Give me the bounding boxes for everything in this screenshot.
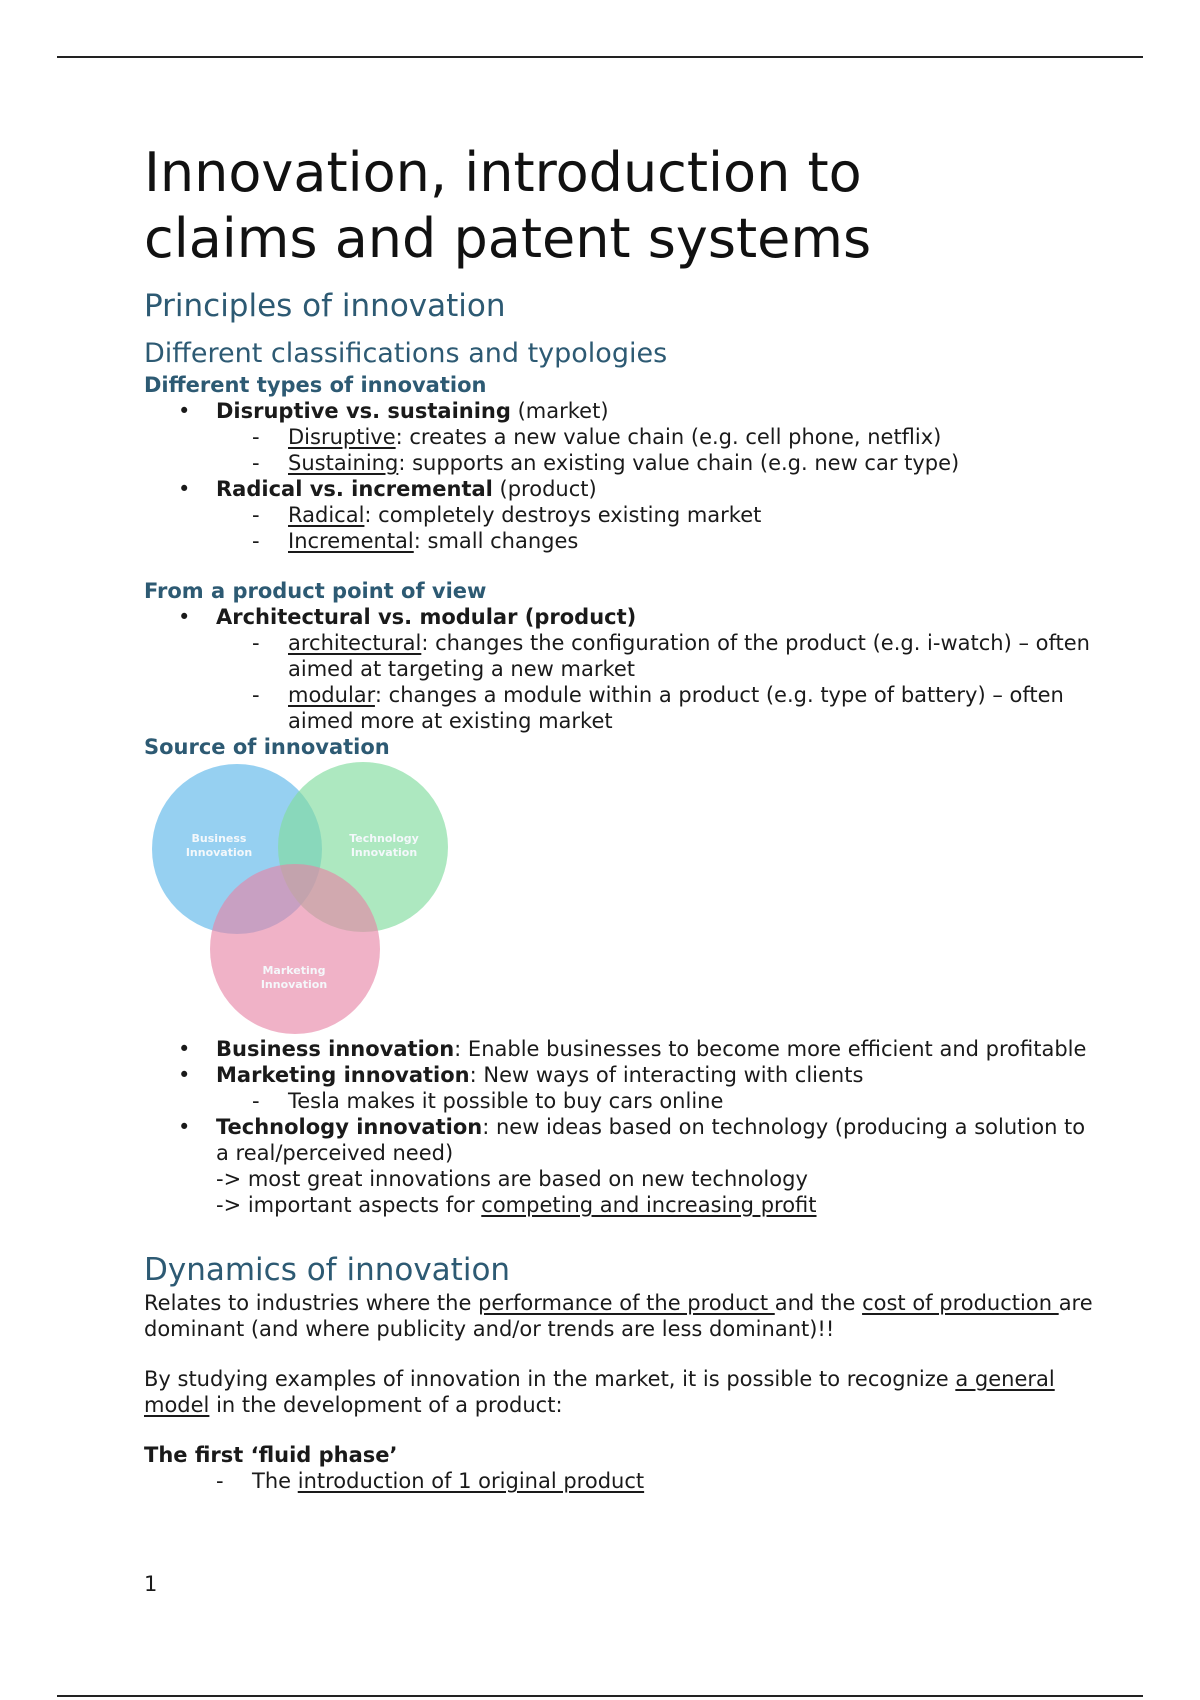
underlined-run: performance of the product <box>478 1291 775 1315</box>
list-item <box>180 1468 1104 1494</box>
fluid-phase-heading: The first ‘fluid phase’ <box>144 1443 398 1467</box>
marketing-label: Marketing Innovation <box>260 964 328 991</box>
text-run: Relates to industries where the <box>144 1291 479 1315</box>
fluid-underline: introduction of 1 original product <box>297 1469 645 1493</box>
definition: : small changes <box>413 529 579 553</box>
architectural-bold: Architectural vs. modular (product) <box>216 605 637 629</box>
marketing-bold: Marketing innovation <box>216 1063 470 1087</box>
page-number: 1 <box>144 1572 158 1596</box>
title-line-1: Innovation, introduction to <box>144 141 862 204</box>
fluid-list <box>180 1468 1104 1494</box>
title-line-2: claims and patent systems <box>144 207 872 270</box>
technology-line-3 <box>216 1192 1104 1218</box>
document-body <box>144 140 1104 1494</box>
types-list <box>144 398 1104 554</box>
principles-heading: Principles of innovation <box>144 288 506 324</box>
definition: : supports an existing value chain (e.g. new car type) <box>398 451 960 475</box>
business-label: Business Innovation <box>185 832 253 859</box>
document-title <box>144 140 1104 272</box>
term: Incremental <box>288 529 414 553</box>
business-rest: : Enable businesses to become more efficient and profitable <box>454 1037 1087 1061</box>
disruptive-sublist <box>216 424 1104 476</box>
list-item <box>216 682 1104 734</box>
text-run: in the development of a product: <box>209 1393 563 1417</box>
source-list <box>144 1036 1104 1218</box>
list-item <box>216 424 1104 450</box>
radical-bold: Radical vs. incremental <box>216 477 493 501</box>
radical-sublist <box>216 502 1104 554</box>
architectural-sublist <box>216 630 1104 734</box>
list-item <box>144 398 1104 476</box>
top-rule <box>57 56 1143 58</box>
list-item: - Tesla makes it possible to buy cars online <box>216 1088 1104 1114</box>
definition: : changes a module within a product (e.g. type of battery) – often aimed more at existing market <box>288 683 1064 733</box>
text-run: are dominant (and where publicity and/or trends are less dominant)!! <box>144 1291 1093 1341</box>
technology-rest: : new ideas based on technology (producing a solution to a real/perceived need) <box>216 1115 1086 1165</box>
list-item <box>144 1114 1104 1218</box>
technology-line-2: -> most great innovations are based on new technology <box>216 1167 808 1191</box>
term: Sustaining <box>288 451 399 475</box>
term: Radical <box>288 503 365 527</box>
list-item <box>216 450 1104 476</box>
spacer <box>144 554 1104 578</box>
text-run: By studying examples of innovation in the market, it is possible to recognize <box>144 1367 956 1391</box>
product-list <box>144 604 1104 734</box>
product-heading: From a product point of view <box>144 579 487 603</box>
radical-rest: (product) <box>492 477 597 501</box>
dynamics-heading: Dynamics of innovation <box>144 1252 511 1288</box>
definition: : changes the configuration of the product (e.g. i-watch) – often aimed at targeting a new market <box>288 631 1090 681</box>
venn-diagram <box>152 764 472 1034</box>
underlined-run: cost of production <box>862 1291 1059 1315</box>
technology-line-3-underline: competing and increasing profit <box>481 1193 817 1217</box>
term: architectural <box>288 631 422 655</box>
marketing-sublist <box>216 1088 1104 1114</box>
list-item <box>216 528 1104 554</box>
list-item <box>144 604 1104 734</box>
dynamics-paragraph-2 <box>144 1366 1104 1418</box>
list-item <box>144 1062 1104 1114</box>
disruptive-bold: Disruptive vs. sustaining <box>216 399 511 423</box>
spacer <box>144 1342 1104 1366</box>
marketing-circle <box>210 864 380 1034</box>
underlined-run: a general model <box>144 1367 1055 1417</box>
disruptive-rest: (market) <box>510 399 609 423</box>
definition: : completely destroys existing market <box>364 503 762 527</box>
text-run: and the <box>774 1291 863 1315</box>
dynamics-paragraph-1 <box>144 1290 1104 1342</box>
technology-label: Technology Innovation <box>349 832 419 859</box>
types-heading: Different types of innovation <box>144 373 487 397</box>
source-heading: Source of innovation <box>144 735 390 759</box>
classifications-heading: Different classifications and typologies <box>144 338 668 369</box>
list-item <box>216 502 1104 528</box>
spacer <box>144 1418 1104 1442</box>
list-item <box>144 1036 1104 1062</box>
marketing-rest: : New ways of interacting with clients <box>469 1063 864 1087</box>
definition: : creates a new value chain (e.g. cell phone, netflix) <box>395 425 942 449</box>
list-item <box>144 476 1104 554</box>
bottom-rule <box>57 1695 1143 1697</box>
business-bold: Business innovation <box>216 1037 455 1061</box>
term: Disruptive <box>288 425 396 449</box>
technology-bold: Technology innovation <box>216 1115 483 1139</box>
technology-line-3-pre: -> important aspects for <box>216 1193 482 1217</box>
fluid-pre: The <box>252 1469 298 1493</box>
term: modular <box>288 683 375 707</box>
list-item <box>216 630 1104 682</box>
